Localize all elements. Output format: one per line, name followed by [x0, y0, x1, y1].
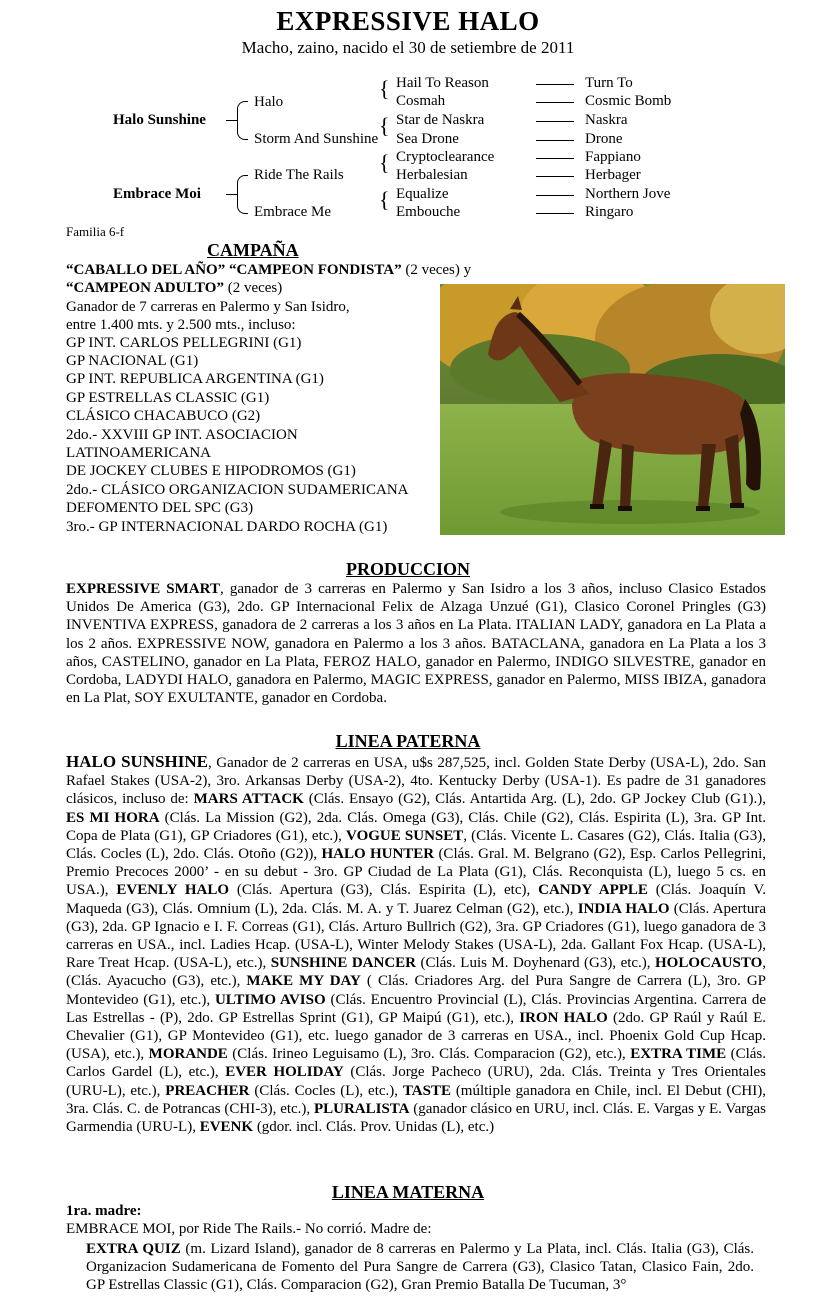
offspring-name: EVENLY HALO [116, 882, 229, 899]
offspring-name: VOGUE SUNSET [346, 827, 464, 844]
offspring-detail: (Clás. La Mission (G2), 2da. Clás. Omega (G3), Clás. Chile (G2), Clás. Espirita (L), 3ra. GP Int. Copa de Plata (G1), GP Criadores (G1), etc.), [66, 809, 767, 844]
offspring-detail: (Clás. Carlos Gardel (L), etc.), [66, 1046, 766, 1081]
pedigree-gen2-4: Embrace Me [254, 204, 332, 220]
pedigree-gen4-8: Ringaro [585, 204, 634, 220]
offspring-name: MARS ATTACK [193, 791, 304, 808]
linea-materna-heading: LINEA MATERNA [331, 1182, 485, 1202]
offspring-detail: (Clás. Jorge Pacheco (URU), 2da. Clás. Treinta y Tres Orientales (URU-L), etc.), [66, 1064, 766, 1099]
offspring-detail: (múltiple ganadora en Chile, incl. El Debut (CHI), 3ra. Clás. C. de Potrancas (CHI-3), etc.), [66, 1082, 767, 1117]
pedigree-dam: Embrace Moi [113, 186, 201, 202]
offspring-detail: (gdor. incl. Clás. Prov. Unidas (L), etc.) [253, 1119, 495, 1136]
offspring-detail: (Clás. Irineo Leguisamo (L), 3ro. Clás. Comparacion (G2), etc.), [227, 1046, 631, 1063]
page-subtitle: Macho, zaino, nacido el 30 de setiembre de 2011 [241, 38, 575, 57]
offspring-name: IRON HALO [519, 1009, 608, 1026]
offspring-detail: (ganador clásico en URU, incl. Clás. E. Vargas y E. Vargas Garmendia (URU-L), [66, 1100, 766, 1136]
offspring-detail: (Clás. Apertura (G3), Clás. Espirita (L), etc), [229, 882, 539, 899]
primera-madre-label: 1ra. madre: [66, 1203, 142, 1219]
offspring-name: EVER HOLIDAY [225, 1064, 344, 1081]
pedigree-gen3-1: Hail To Reason [396, 75, 489, 91]
pedigree-gen3-7: Equalize [396, 186, 449, 202]
offspring-name: ES MI HORA [66, 809, 160, 826]
pedigree-gen2-2: Storm And Sunshine [254, 131, 379, 147]
offspring-detail: (Clás. Encuentro Provincial (L), Clás. Provincias Argentina. Carrera de Las Estrellas - (P), 2do. GP Estrellas Sprint (G1), GP Maipú (G1), etc.), [66, 991, 766, 1026]
campana-heading: CAMPAÑA [207, 240, 299, 260]
horse-photo [440, 284, 785, 535]
familia-label: Familia 6-f [66, 224, 125, 239]
offspring-name: EVENK [199, 1119, 254, 1136]
linea-paterna-paragraph: HALO SUNSHINE, Ganador de 2 carreras en USA, u$s 287,525, incl. Golden State Derby (USA-L), 2do. San Rafael Stakes (USA-2), 3ro. Arkansas Derby (USA-2), 4to. Kentucky Derby (USA-1). Es padre de 31 ganadores clásicos, incluso de: MARS ATTACK (Clás. Ensayo (G2), Clás. Antartida Arg. (L), 2do. GP Jockey Club (G1).), ES MI HORA (Clás. La Mission (G2), 2da. Clás. Omega (G3), Clás. Chile (G2), Clás. Espirita (L), 3ra. GP Int. Copa de Plata (G1), GP Criadores (G1), etc.), VOGUE SUNSET, (Clás. Vicente L. Casares (G2), Clás. Italia (G3), Clás. Cocles (L), 2do. Clás. Otoño (G2)), HALO HUNTER (Clás. Gral. M. Belgrano (G2), Esp. Carlos Pellegrini, Premio Precoces 2000’ - en su debut - 3ro. GP Ciudad de La Plata (G1), Clás. Reconquista (L), luego 5 cs. en USA.), EVENLY HALO (Clás. Apertura (G3), Clás. Espirita (L), etc), CANDY APPLE (Clás. Joaquín V. Maqueda (G3), Clás. Omnium (L), 2da. Clás. M. A. y T. Juarez Celman (G2), etc.), INDIA HALO (Clás. Apertura (G3), 2da. GP Ignacio e I. F. Correas (G1), Clás. Arturo Bullrich (G2), 3ra. GP Criadores (G1), luego ganadora de 3 carreras en USA., incl. Ladies Hcap. (USA-L), Winter Melody Stakes (USA-L), 2da. Gallant Fox Hcap. (USA-L), Rare Treat Hcap. (USA-L), etc.), SUNSHINE DANCER (Clás. Luis M. Doyhenard (G3), etc.), HOLOCAUSTO, (Clás. Ayacucho (G3), etc.), MAKE MY DAY ( Clás. Criadores Arg. del Pura Sangre de Carrera (L), 3ro. GP Montevideo (G1), etc.), ULTIMO AVISO (Clás. Encuentro Provincial (L), Clás. Provincias Argentina. Carrera de Las Estrellas - (P), 2do. GP Estrellas Sprint (G1), GP Maipú (G1), etc.), IRON HALO (2do. GP Raúl y Raúl E. Chevalier (G1), GP Montevideo (G1), etc. luego ganador de 3 carreras en USA., incl. Phoenix Gold Cup Hcap. (USA), etc.), MORANDE (Clás. Irineo Leguisamo (L), 3ro. Clás. Comparacion (G2), etc.), EXTRA TIME (Clás. Carlos Gardel (L), etc.), EVER HOLIDAY (Clás. Jorge Pacheco (URU), 2da. Clás. Treinta y Tres Orientales (URU-L), etc.), PREACHER (Clás. Cocles (L), etc.), TASTE (múltiple ganadora en Chile, incl. El Debut (CHI), 3ra. Clás. C. de Potrancas (CHI-3), etc.), PLURALISTA (ganador clásico en URU, incl. Clás. E. Vargas y E. Vargas Garmendia (URU-L), EVENK (gdor. incl. Clás. Prov. Unidas (L), etc.) [66, 752, 767, 1136]
offspring-detail: ( Clás. Criadores Arg. del Pura Sangre de Carrera (L), 3ro. GP Montevideo (G1), etc.), [66, 973, 767, 1008]
offspring-name: TASTE [402, 1082, 451, 1099]
campana-line: LATINOAMERICANA [66, 445, 211, 461]
offspring-detail: (Clás. Luis M. Doyhenard (G3), etc.), [416, 955, 655, 972]
campana-line: 3ro.- GP INTERNACIONAL DARDO ROCHA (G1) [66, 519, 388, 535]
offspring-name: HALO HUNTER [321, 846, 435, 863]
produccion-paragraph: EXPRESSIVE SMART, ganador de 3 carreras en Palermo y San Isidro a los 3 años, incluso Clasico Estados Unidos De America (G3), 2do. GP Internacional Felix de Alzaga Unzué (G1), Clasico Coronel Pringles (G3) INVENTIVA EXPRESS, ganadora de 2 carreras a los 3 años en La Plata. ITALIAN LADY, ganadora en La Plata a los 2 años. EXPRESSIVE NOW, ganadora en Palermo a los 3 años. BATACLANA, ganadora en La Plata a los 3 años, CASTELINO, ganador en La Plata, FEROZ HALO, ganador en Palermo, INDIGO SILVESTRE, ganador en Cordoba, LADYDI HALO, ganadora en Palermo, MAGIC EXPRESS, ganador en Palermo, MISS IBIZA, ganadora en La Plat, SOY EXULTANTE, ganador en Cordoba. [66, 581, 766, 707]
pedigree-sire: Halo Sunshine [113, 112, 206, 128]
pedigree-gen4-4: Drone [585, 131, 623, 147]
offspring-name: EXTRA TIME [630, 1046, 727, 1063]
extra-quiz-paragraph: EXTRA QUIZ (m. Lizard Island), ganador de 8 carreras en Palermo y La Plata, incl. Clás. Italia (G3), Clás. Organizacion Sudamericana de Fomento del Pura Sangre de Carrera (G3), Clasico Tatan, Clasico Fain, 2do. GP Estrellas Classic (G1), Clás. Comparacion (G2), Gran Premio Batalla De Tucuman, 3° [86, 1241, 754, 1294]
pedigree-gen3-4: Sea Drone [396, 131, 459, 147]
campana-line-2: “CAMPEON ADULTO” (2 veces) [66, 280, 283, 296]
offspring-detail: (Clás. Joaquín V. Maqueda (G3), Clás. Omnium (L), 2da. Clás. M. A. y T. Juarez Celman (G2), etc.), [66, 882, 766, 917]
pedigree-gen3-6: Herbalesian [396, 167, 468, 183]
madre-line: EMBRACE MOI, por Ride The Rails.- No corrió. Madre de: [66, 1221, 432, 1237]
campana-line: CLÁSICO CHACABUCO (G2) [66, 408, 261, 424]
pedigree-gen3-8: Embouche [396, 204, 461, 220]
pedigree-gen4-6: Herbager [585, 167, 641, 183]
pedigree-gen3-2: Cosmah [396, 93, 446, 109]
offspring-detail: , (Clás. Ayacucho (G3), etc.), [66, 955, 766, 990]
campana-line: DEFOMENTO DEL SPC (G3) [66, 500, 254, 516]
pedigree-gen4-7: Northern Jove [585, 186, 671, 202]
offspring-detail: (Clás. Ensayo (G2), Clás. Antartida Arg. (L), 2do. GP Jockey Club (G1).), [303, 791, 766, 808]
offspring-name: SUNSHINE DANCER [270, 955, 416, 972]
page-title: EXPRESSIVE HALO [276, 6, 540, 36]
campana-line: Ganador de 7 carreras en Palermo y San Isidro, [66, 299, 350, 315]
pedigree-gen2-3: Ride The Rails [254, 167, 344, 183]
linea-paterna-heading: LINEA PATERNA [335, 731, 481, 751]
offspring-name: INDIA HALO [577, 900, 670, 917]
offspring-detail: (Clás. Cocles (L), etc.), [249, 1082, 403, 1099]
pedigree-gen4-1: Turn To [585, 75, 633, 91]
pedigree-gen2-1: Halo [254, 94, 284, 110]
offspring-detail: (Clás. Apertura (G3), 2da. GP Ignacio e I. F. Correas (G1), Clás. Arturo Bullrich (G2), 3ra. GP Criadores (G1), luego ganadora de 3 carreras en USA., incl. Ladies Hcap. (USA-L), Winter Melody Stakes (USA-L), 2da. Gallant Fox Hcap. (USA-L), Rare Treat Hcap. (USA-L), etc.), [66, 900, 766, 972]
pedigree-gen4-3: Naskra [585, 112, 628, 128]
offspring-name: ULTIMO AVISO [214, 991, 326, 1008]
offspring-detail: , (Clás. Vicente L. Casares (G2), Clás. Italia (G3), Clás. Cocles (L), 2do. Clás. Otoño (G2)), [66, 827, 766, 863]
offspring-name: PLURALISTA [313, 1100, 410, 1117]
campana-line: GP INT. REPUBLICA ARGENTINA (G1) [66, 371, 324, 387]
pedigree-gen3-5: Cryptoclearance [396, 149, 495, 165]
produccion-heading: PRODUCCION [346, 559, 470, 579]
campana-line: GP INT. CARLOS PELLEGRINI (G1) [66, 335, 302, 351]
offspring-detail: , Ganador de 2 carreras en USA, u$s 287,525, incl. Golden State Derby (USA-L), 2do. San Rafael Stakes (USA-2), 3ro. Arkansas Derby (USA-2), 4to. Kentucky Derby (USA-1). Es padre de 31 ganadores clásicos, incluso de: [66, 755, 766, 808]
offspring-name: MORANDE [148, 1046, 228, 1063]
pedigree-gen3-3: Star de Naskra [396, 112, 485, 128]
campana-line: DE JOCKEY CLUBES E HIPODROMOS (G1) [66, 463, 356, 479]
campana-line: GP ESTRELLAS CLASSIC (G1) [66, 390, 270, 406]
campana-line: GP NACIONAL (G1) [66, 353, 199, 369]
pedigree-gen4-5: Fappiano [585, 149, 641, 165]
offspring-detail: (Clás. Gral. M. Belgrano (G2), Esp. Carlos Pellegrini, Premio Precoces 2000’ - en su debut - 3ro. GP Ciudad de La Plata (G1), Clás. Reconquista (L), luego 5 cs. en USA.), [66, 846, 766, 899]
pedigree-gen4-2: Cosmic Bomb [585, 93, 672, 109]
campana-line: 2do.- CLÁSICO ORGANIZACION SUDAMERICANA [66, 482, 409, 498]
campana-line: 2do.- XXVIII GP INT. ASOCIACION [66, 427, 298, 443]
offspring-name: PREACHER [165, 1082, 250, 1099]
offspring-name: MAKE MY DAY [246, 973, 361, 990]
campana-line-1: “CABALLO DEL AÑO” “CAMPEON FONDISTA” (2 veces) y [66, 262, 472, 278]
campana-line: entre 1.400 mts. y 2.500 mts., incluso: [66, 317, 296, 333]
offspring-name: CANDY APPLE [538, 882, 648, 899]
offspring-detail: (2do. GP Raúl y Raúl E. Chevalier (G1), GP Montevideo (G1), etc. luego ganador de 3 carreras en USA., incl. Phoenix Gold Cup Hcap. (USA), etc.), [66, 1009, 767, 1063]
offspring-name: HOLOCAUSTO [655, 955, 763, 972]
